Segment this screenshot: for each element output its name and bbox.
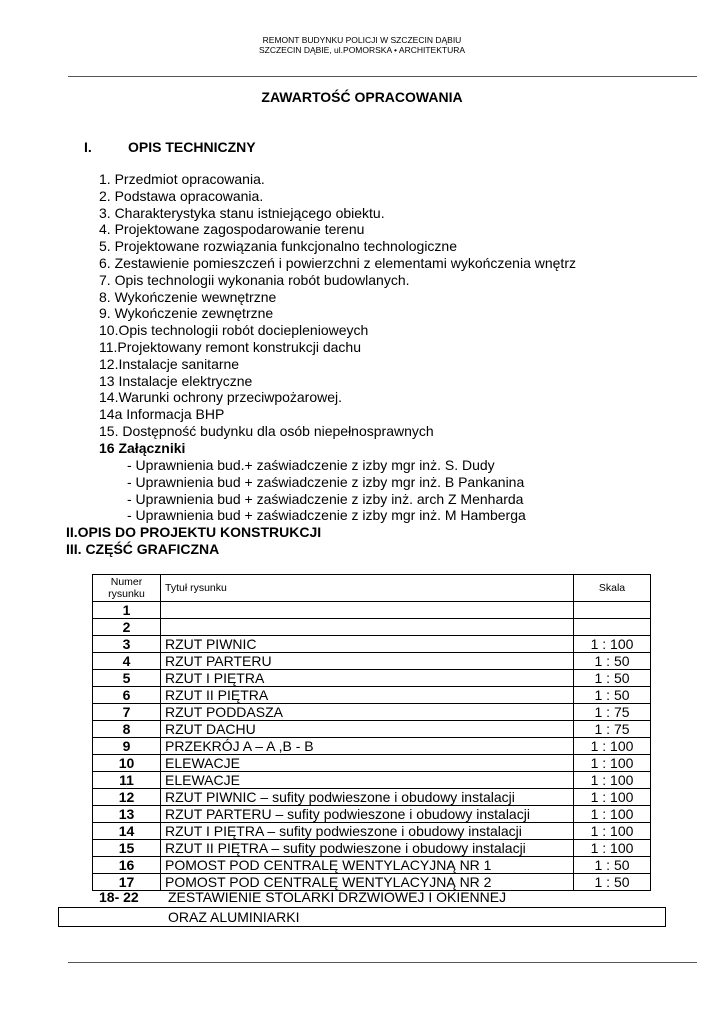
row-number: 2 bbox=[93, 619, 161, 636]
table-row bbox=[93, 653, 651, 670]
page-title: ZAWARTOŚĆ OPRACOWANIA bbox=[261, 89, 463, 105]
row-title: RZUT PIWNIC bbox=[161, 636, 574, 653]
row-scale: 1 : 100 bbox=[574, 755, 651, 772]
row-number: 15 bbox=[93, 840, 161, 857]
table-row bbox=[93, 636, 651, 653]
section-1-title: OPIS TECHNICZNY bbox=[128, 139, 256, 155]
toc-item: 4. Projektowane zagospodarowanie terenu bbox=[99, 221, 365, 238]
row-scale: 1 : 75 bbox=[574, 721, 651, 738]
table-row bbox=[93, 738, 651, 755]
header-title: Tytuł rysunku bbox=[161, 575, 574, 602]
toc-item: 8. Wykończenie wewnętrzne bbox=[99, 288, 277, 305]
table-row bbox=[93, 670, 651, 687]
row-title: RZUT PARTERU bbox=[161, 653, 574, 670]
attachment-item: - Uprawnienia bud + zaświadczenie z izby mgr inż. M Hamberga bbox=[127, 507, 526, 524]
row-title: RZUT DACHU bbox=[161, 721, 574, 738]
row-title: RZUT PARTERU – sufity podwieszone i obudowy instalacji bbox=[161, 806, 574, 823]
row-number: 11 bbox=[93, 772, 161, 789]
row-scale: 1 : 100 bbox=[574, 840, 651, 857]
row-title: RZUT II PIĘTRA – sufity podwieszone i obudowy instalacji bbox=[161, 840, 574, 857]
toc-item: 5. Projektowane rozwiązania funkcjonalno technologiczne bbox=[99, 238, 457, 255]
toc-item: 1. Przedmiot opracowania. bbox=[99, 171, 265, 187]
row-title: PRZEKRÓJ A – A ,B - B bbox=[161, 738, 574, 755]
toc-item: 13 Instalacje elektryczne bbox=[99, 372, 253, 389]
section-3-heading: III. CZĘŚĆ GRAFICZNA bbox=[66, 541, 220, 557]
row-scale: 1 : 100 bbox=[574, 789, 651, 806]
header-number: Numer rysunku bbox=[93, 575, 161, 602]
row-title: RZUT I PIĘTRA – sufity podwieszone i obudowy instalacji bbox=[161, 823, 574, 840]
row-number: 5 bbox=[93, 670, 161, 687]
row-number: 17 bbox=[93, 874, 161, 891]
attachments-list bbox=[127, 457, 526, 524]
row-number: 8 bbox=[93, 721, 161, 738]
row-scale: 1 : 100 bbox=[574, 772, 651, 789]
row-title bbox=[161, 602, 574, 619]
header-line-1: REMONT BUDYNKU POLICJI W SZCZECIN DĄBIU bbox=[262, 35, 462, 45]
toc-item: 12.Instalacje sanitarne bbox=[99, 355, 240, 372]
row-number: 4 bbox=[93, 653, 161, 670]
row-scale: 1 : 50 bbox=[574, 670, 651, 687]
attachment-item: - Uprawnienia bud.+ zaświadczenie z izby mgr inż. S. Dudy bbox=[127, 457, 495, 473]
attachment-item: - Uprawnienia bud + zaświadczenie z izby mgr inż. B Pankanina bbox=[127, 473, 525, 490]
row-title: ELEWACJE bbox=[161, 772, 574, 789]
row-number: 3 bbox=[93, 636, 161, 653]
attachments-heading: 16 Załączniki bbox=[99, 439, 186, 456]
last-row-box bbox=[58, 907, 666, 927]
last-row-title-line-2: ORAZ ALUMINIARKI bbox=[168, 909, 300, 925]
row-number: 16 bbox=[93, 857, 161, 874]
row-number: 1 bbox=[93, 602, 161, 619]
row-scale: 1 : 100 bbox=[574, 738, 651, 755]
row-scale: 1 : 100 bbox=[574, 806, 651, 823]
toc-list bbox=[99, 171, 576, 457]
row-scale: 1 : 50 bbox=[574, 653, 651, 670]
row-number: 14 bbox=[93, 823, 161, 840]
toc-item: 14.Warunki ochrony przeciwpożarowej. bbox=[99, 389, 343, 406]
toc-item: 3. Charakterystyka stanu istniejącego obiektu. bbox=[99, 204, 385, 221]
table-row bbox=[93, 823, 651, 840]
row-scale bbox=[574, 602, 651, 619]
row-number: 9 bbox=[93, 738, 161, 755]
toc-item: 6. Zestawienie pomieszczeń i powierzchni z elementami wykończenia wnętrz bbox=[99, 254, 576, 271]
row-title: RZUT I PIĘTRA bbox=[161, 670, 574, 687]
toc-item: 2. Podstawa opracowania. bbox=[99, 187, 264, 204]
row-title bbox=[161, 619, 574, 636]
toc-item: 7. Opis technologii wykonania robót budowlanych. bbox=[99, 271, 410, 288]
row-number: 13 bbox=[93, 806, 161, 823]
last-row-number: 18- 22 bbox=[99, 889, 139, 905]
section-1-number: I. bbox=[84, 139, 92, 155]
last-row-title-line-1: ZESTAWIENIE STOLARKI DRZWIOWEJ I OKIENNEJ bbox=[168, 889, 507, 905]
drawings-table bbox=[92, 574, 651, 891]
toc-item: 15. Dostępność budynku dla osób niepełnosprawnych bbox=[99, 422, 434, 439]
row-scale: 1 : 75 bbox=[574, 704, 651, 721]
footer-divider bbox=[68, 962, 697, 963]
toc-item: 9. Wykończenie zewnętrzne bbox=[99, 305, 274, 322]
row-scale: 1 : 50 bbox=[574, 857, 651, 874]
row-title: POMOST POD CENTRALĘ WENTYLACYJNĄ NR 1 bbox=[161, 857, 574, 874]
table-row bbox=[93, 755, 651, 772]
row-scale: 1 : 100 bbox=[574, 823, 651, 840]
table-row bbox=[93, 857, 651, 874]
attachment-item: - Uprawnienia bud + zaświadczenie z izby inż. arch Z Menharda bbox=[127, 490, 524, 507]
toc-item: 11.Projektowany remont konstrukcji dachu bbox=[99, 338, 361, 355]
toc-item: 14a Informacja BHP bbox=[99, 406, 225, 423]
row-title: RZUT PODDASZA bbox=[161, 704, 574, 721]
row-scale: 1 : 50 bbox=[574, 687, 651, 704]
table-header-row bbox=[93, 575, 651, 602]
section-2-heading: II.OPIS DO PROJEKTU KONSTRUKCJI bbox=[66, 524, 322, 540]
table-row bbox=[93, 602, 651, 619]
row-title: RZUT II PIĘTRA bbox=[161, 687, 574, 704]
row-title: RZUT PIWNIC – sufity podwieszone i obudowy instalacji bbox=[161, 789, 574, 806]
row-number: 6 bbox=[93, 687, 161, 704]
table-row bbox=[93, 874, 651, 891]
table-row bbox=[93, 789, 651, 806]
toc-item: 10.Opis technologii robót docieplenioweych bbox=[99, 322, 369, 339]
row-title: ELEWACJE bbox=[161, 755, 574, 772]
row-scale: 1 : 50 bbox=[574, 874, 651, 891]
table-row bbox=[93, 704, 651, 721]
row-number: 10 bbox=[93, 755, 161, 772]
row-scale: 1 : 100 bbox=[574, 636, 651, 653]
table-row bbox=[93, 806, 651, 823]
row-number: 7 bbox=[93, 704, 161, 721]
header-divider bbox=[68, 76, 697, 77]
table-row bbox=[93, 687, 651, 704]
row-number: 12 bbox=[93, 789, 161, 806]
header-line-2: SZCZECIN DĄBIE, ul.POMORSKA • ARCHITEKTURA bbox=[258, 45, 466, 55]
table-row bbox=[93, 840, 651, 857]
table-row bbox=[93, 619, 651, 636]
table-row bbox=[93, 721, 651, 738]
table-row bbox=[93, 772, 651, 789]
row-title: POMOST POD CENTRALĘ WENTYLACYJNĄ NR 2 bbox=[161, 874, 574, 891]
row-scale bbox=[574, 619, 651, 636]
header-scale: Skala bbox=[574, 575, 651, 602]
